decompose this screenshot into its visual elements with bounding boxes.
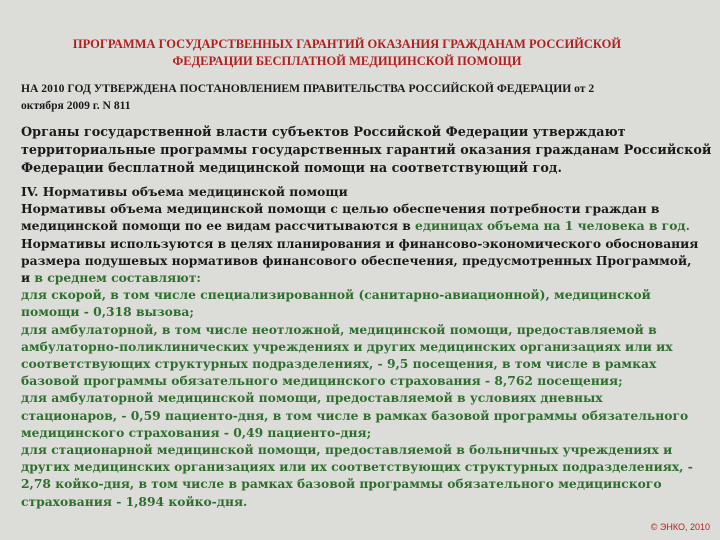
intro-line: территориальные программы государственных гарантий оказания гражданам Российской bbox=[21, 143, 712, 158]
norm-item-line: для амбулаторной медицинской помощи, предоставляемой в условиях дневных bbox=[21, 390, 603, 406]
title-line: ФЕДЕРАЦИИ БЕСПЛАТНОЙ МЕДИЦИНСКОЙ ПОМОЩИ bbox=[172, 54, 522, 68]
slide-title bbox=[0, 36, 694, 70]
approval-line: октября 2009 г. N 811 bbox=[21, 99, 131, 112]
norm-item-line: для скорой, в том числе специализированной (санитарно-авиационной), медицинской bbox=[21, 287, 651, 303]
section-body bbox=[21, 183, 720, 510]
body-line bbox=[21, 252, 720, 269]
approval-line: НА 2010 ГОД УТВЕРЖДЕНА ПОСТАНОВЛЕНИЕМ ПРАВИТЕЛЬСТВА РОССИЙСКОЙ ФЕДЕРАЦИИ от 2 bbox=[21, 82, 595, 95]
body-text: и bbox=[21, 270, 35, 286]
norm-item-line: помощи - 0,318 вызова; bbox=[21, 304, 194, 320]
norm-item-line: 2,78 койко-дня, в том числе в рамках базовой программы обязательного медицинского bbox=[21, 476, 662, 492]
title-line: ПРОГРАММА ГОСУДАРСТВЕННЫХ ГАРАНТИЙ ОКАЗАНИЯ ГРАЖДАНАМ РОССИЙСКОЙ bbox=[72, 37, 622, 51]
intro-paragraph bbox=[21, 124, 720, 178]
norm-item-line: для амбулаторной, в том числе неотложной, медицинской помощи, предоставляемой в bbox=[21, 321, 657, 337]
highlight-text: в среднем составляют: bbox=[34, 270, 201, 286]
body-line: Нормативы используются в целях планирования и финансово-экономического обоснования bbox=[21, 235, 699, 251]
section-heading: IV. Нормативы объема медицинской помощи bbox=[21, 184, 348, 199]
intro-line: Органы государственной власти субъектов Российской Федерации утверждают bbox=[21, 125, 626, 140]
copyright-footer: © ЭНКО, 2010 bbox=[650, 522, 710, 532]
norm-item-line: страхования - 1,894 койко-дня. bbox=[21, 493, 248, 509]
body-line: Нормативы объема медицинской помощи с целью обеспечения потребности граждан в bbox=[21, 201, 660, 217]
body-line bbox=[21, 269, 720, 286]
highlight-text: единицах объема на 1 человека в год. bbox=[415, 218, 690, 234]
body-text: размера подушевых bbox=[21, 252, 172, 268]
body-text: медицинской помощи по ее видам рассчитываются в bbox=[21, 218, 416, 234]
norm-item-line: амбулаторно-поликлинических учреждениях и других медицинских организациях или их bbox=[21, 338, 673, 354]
norm-item-line: медицинского страхования - 0,49 пациенто-дня; bbox=[21, 424, 372, 440]
norm-item-line: соответствующих структурных подразделениях, - 9,5 посещения, в том числе в рамках bbox=[21, 356, 657, 372]
body-line bbox=[21, 217, 720, 234]
intro-line: Федерации бесплатной медицинской помощи на соответствующий год. bbox=[21, 161, 562, 176]
norm-item-line: других медицинских организациях или их соответствующих структурных подразделениях, - bbox=[21, 459, 693, 475]
approval-note bbox=[21, 80, 711, 114]
norm-item-line: стационаров, - 0,59 пациенто-дня, в том числе в рамках базовой программы обязательного bbox=[21, 407, 689, 423]
norm-item-line: для стационарной медицинской помощи, предоставляемой в больничных учреждениях и bbox=[21, 442, 673, 458]
norm-item-line: базовой программы обязательного медицинского страхования - 8,762 посещения; bbox=[21, 373, 623, 389]
body-text: нормативов финансового обеспечения, предусмотренных Программой, bbox=[171, 252, 692, 268]
